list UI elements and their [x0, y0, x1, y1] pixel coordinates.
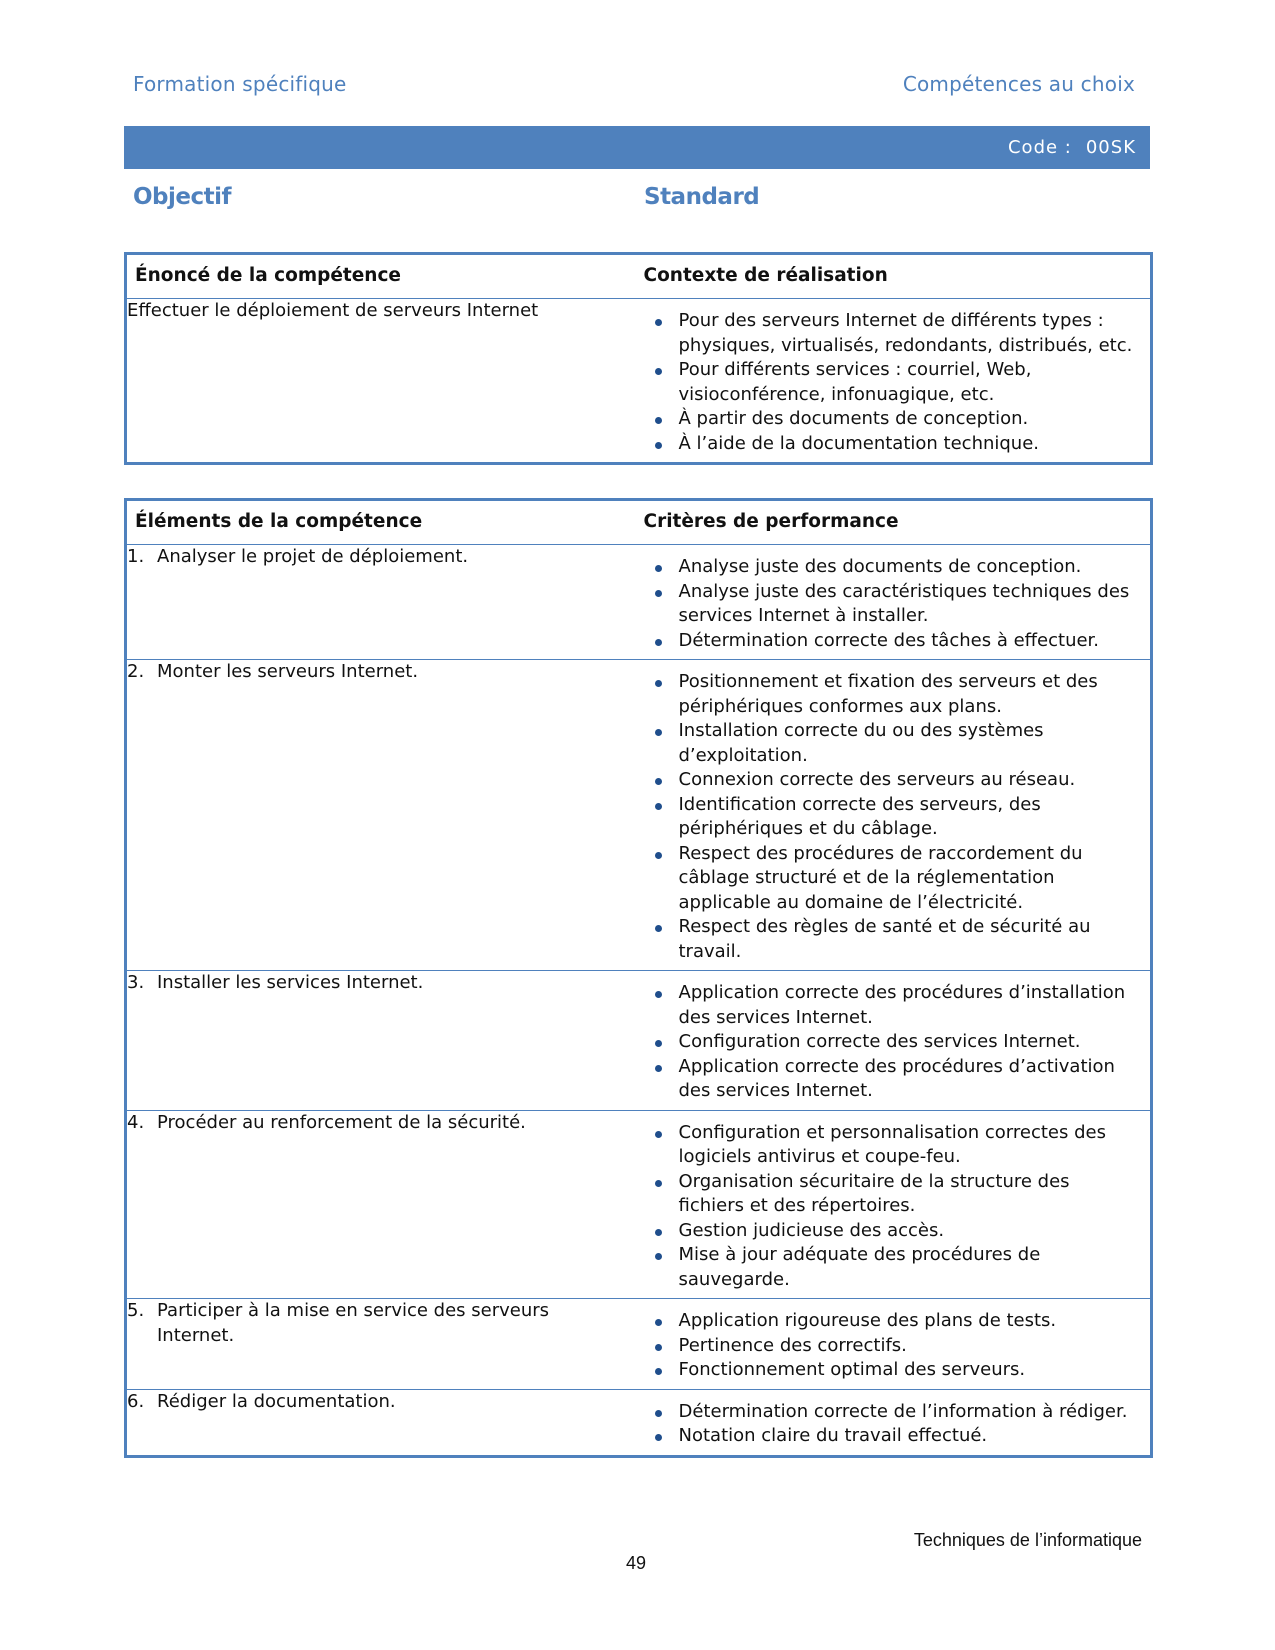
table-row [126, 299, 1152, 464]
list-item: Fonctionnement optimal des serveurs. [636, 1358, 1141, 1383]
statement-column-header: Énoncé de la compétence [126, 254, 636, 299]
code-label: Code : [1007, 137, 1072, 158]
context-cell [636, 299, 1152, 464]
list-item: Gestion judicieuse des accès. [636, 1219, 1141, 1244]
list-item: Application correcte des procédures d’installation des services Internet. [636, 981, 1141, 1030]
list-item: Positionnement et fixation des serveurs et des périphériques conformes aux plans. [636, 670, 1141, 719]
table-row [126, 1110, 1152, 1299]
list-item: Analyse juste des documents de conception. [636, 555, 1141, 580]
list-item: Mise à jour adéquate des procédures de sauvegarde. [636, 1243, 1141, 1292]
element-number: 2. [127, 661, 145, 682]
list-item: Installation correcte du ou des systèmes d’exploitation. [636, 719, 1141, 768]
element-text: Participer à la mise en service des serveurs Internet. [157, 1300, 550, 1346]
criteria-column-header: Critères de performance [636, 500, 1152, 545]
list-item: Application correcte des procédures d’activation des services Internet. [636, 1055, 1141, 1104]
criteria-list [636, 1111, 1151, 1299]
list-item: Pour des serveurs Internet de différents types : physiques, virtualisés, redondants, distribués, etc. [636, 309, 1141, 358]
header-section-label: Formation spécifique [133, 72, 347, 96]
table-row [126, 545, 1152, 660]
list-item: Connexion correcte des serveurs au réseau. [636, 768, 1141, 793]
criteria-list [636, 545, 1151, 659]
element-number: 5. [127, 1300, 145, 1321]
competency-statement: Effectuer le déploiement de serveurs Internet [127, 300, 539, 321]
table-row [126, 1389, 1152, 1456]
list-item: Analyse juste des caractéristiques techniques des services Internet à installer. [636, 580, 1141, 629]
element-text: Procéder au renforcement de la sécurité. [157, 1111, 526, 1133]
element-number: 1. [127, 546, 145, 567]
criteria-list [636, 1299, 1151, 1389]
list-item: À partir des documents de conception. [636, 407, 1141, 432]
list-item: Détermination correcte des tâches à effectuer. [636, 629, 1141, 654]
context-column-header: Contexte de réalisation [636, 254, 1152, 299]
element-number: 3. [127, 972, 145, 993]
code-value: 00SK [1085, 137, 1136, 158]
table-row [126, 1299, 1152, 1390]
element-text: Rédiger la documentation. [157, 1390, 396, 1412]
list-item: Identification correcte des serveurs, des périphériques et du câblage. [636, 793, 1141, 842]
criteria-list [636, 660, 1151, 970]
list-item: Configuration correcte des services Internet. [636, 1030, 1141, 1055]
element-text: Analyser le projet de déploiement. [157, 546, 469, 567]
list-item: Application rigoureuse des plans de tests. [636, 1309, 1141, 1334]
element-number: 4. [127, 1111, 145, 1133]
criteria-list [636, 971, 1151, 1110]
page-number: 49 [626, 1553, 647, 1573]
list-item: Pour différents services : courriel, Web, visioconférence, infonuagique, etc. [636, 358, 1141, 407]
list-item: Respect des procédures de raccordement du câblage structuré et de la réglementation applicable au domaine de l’électricité. [636, 842, 1141, 916]
list-item: Configuration et personnalisation correctes des logiciels antivirus et coupe-feu. [636, 1121, 1141, 1170]
list-item: Organisation sécuritaire de la structure des fichiers et des répertoires. [636, 1170, 1141, 1219]
element-text: Installer les services Internet. [157, 972, 424, 993]
list-item: Pertinence des correctifs. [636, 1334, 1141, 1359]
list-item: Respect des règles de santé et de sécurité au travail. [636, 915, 1141, 964]
list-item: Détermination correcte de l’information à rédiger. [636, 1400, 1141, 1425]
standard-heading: Standard [644, 184, 760, 210]
list-item: À l’aide de la documentation technique. [636, 432, 1141, 457]
criteria-list [636, 1390, 1151, 1455]
list-item: Notation claire du travail effectué. [636, 1424, 1141, 1449]
code-bar [124, 126, 1150, 169]
footer-program-name: Techniques de l’informatique [913, 1530, 1142, 1550]
element-text: Monter les serveurs Internet. [157, 661, 419, 682]
elements-column-header: Éléments de la compétence [126, 500, 636, 545]
table-row [126, 660, 1152, 971]
competency-elements-table [124, 498, 1153, 1458]
context-list [636, 299, 1151, 462]
header-category-label: Compétences au choix [902, 72, 1135, 96]
objectif-heading: Objectif [133, 184, 232, 210]
competency-statement-table [124, 252, 1153, 465]
table-row [126, 971, 1152, 1111]
element-number: 6. [127, 1390, 145, 1412]
